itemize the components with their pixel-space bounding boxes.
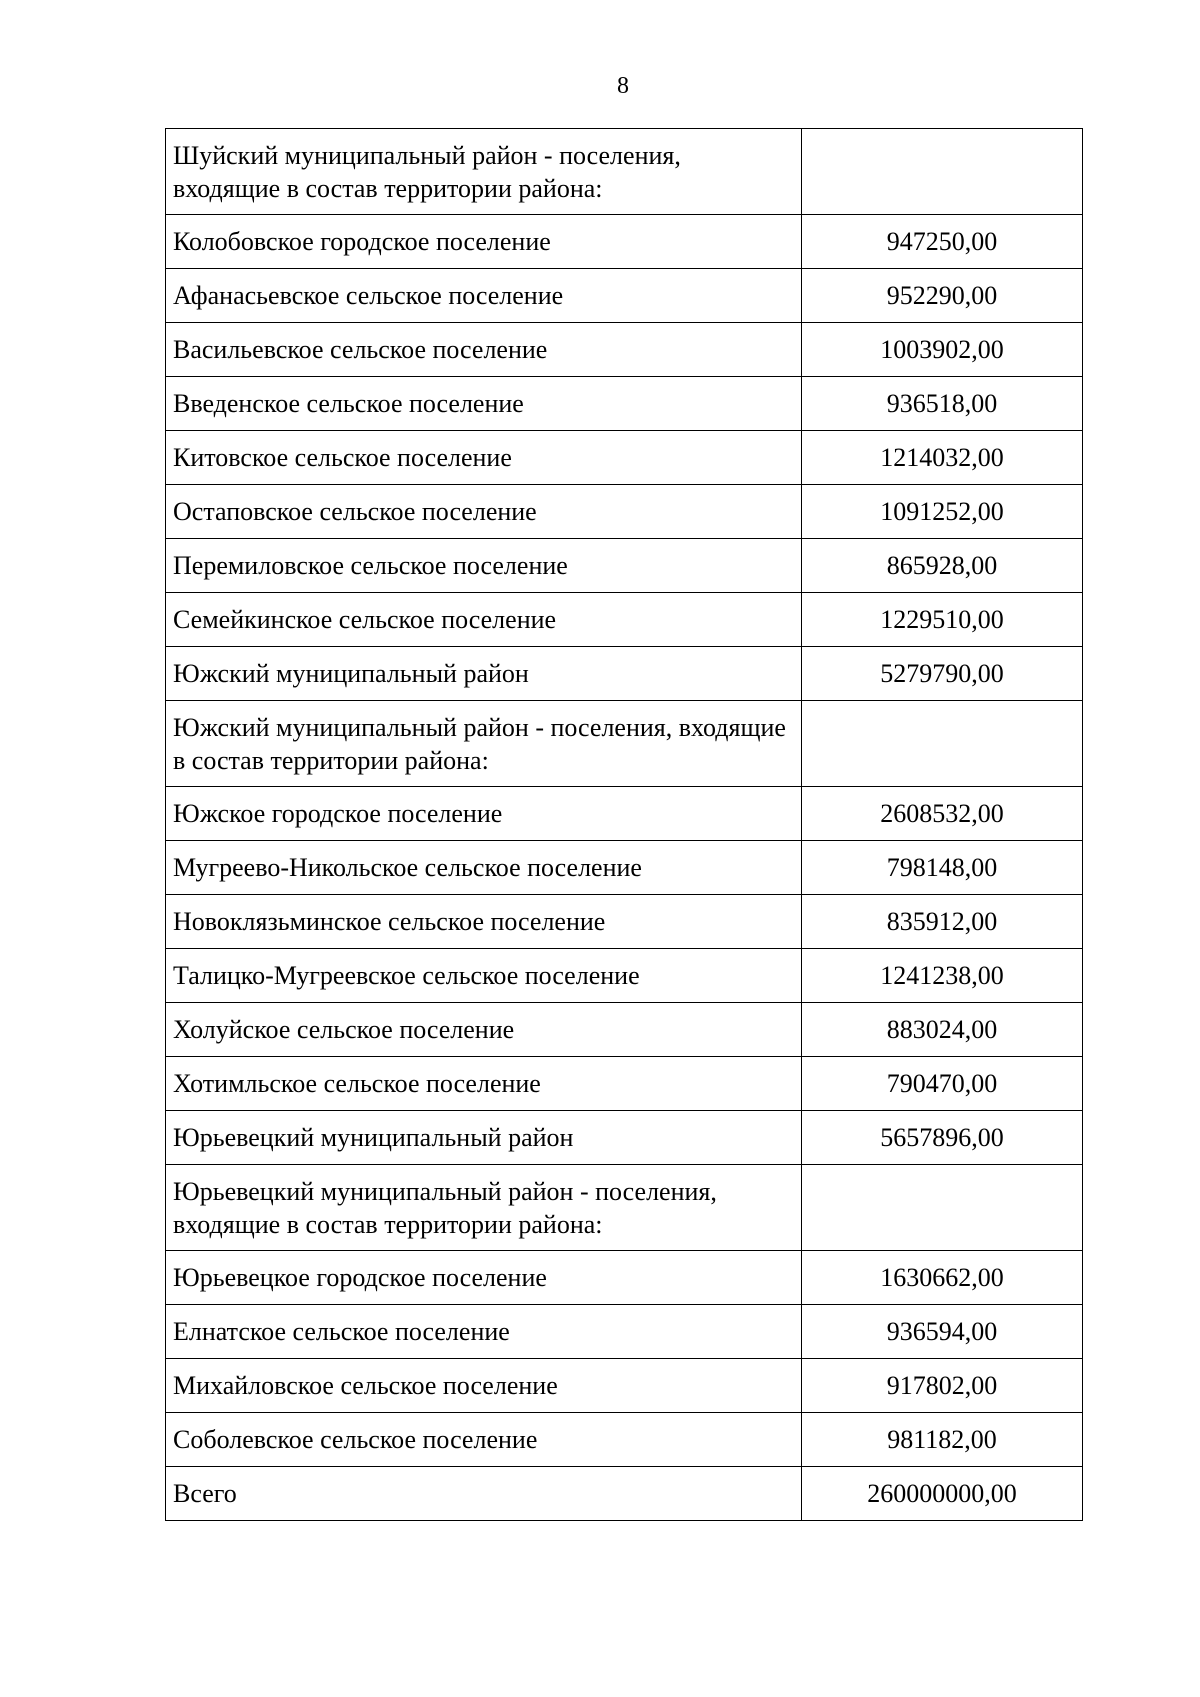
table-row [166,1359,1083,1413]
table-row [166,539,1083,593]
settlement-name: Юрьевецкое городское поселение [166,1251,802,1305]
settlement-name: Введенское сельское поселение [166,377,802,431]
table-row [166,1057,1083,1111]
table-row [166,215,1083,269]
amount-value [802,1165,1083,1251]
settlement-name: Китовское сельское поселение [166,431,802,485]
amount-value: 1214032,00 [802,431,1083,485]
settlement-name: Остаповское сельское поселение [166,485,802,539]
table-row [166,787,1083,841]
settlement-name: Хотимльское сельское поселение [166,1057,802,1111]
settlement-name: Перемиловское сельское поселение [166,539,802,593]
table-row [166,1413,1083,1467]
table-row [166,1251,1083,1305]
table-row [166,377,1083,431]
total-label: Всего [166,1467,802,1521]
amount-value: 947250,00 [802,215,1083,269]
amount-value: 790470,00 [802,1057,1083,1111]
total-row [166,1467,1083,1521]
settlement-name: Васильевское сельское поселение [166,323,802,377]
amount-value: 1241238,00 [802,949,1083,1003]
settlement-name: Афанасьевское сельское поселение [166,269,802,323]
amount-value: 1091252,00 [802,485,1083,539]
amount-value: 1003902,00 [802,323,1083,377]
amount-value: 936518,00 [802,377,1083,431]
amount-value [802,701,1083,787]
amount-value [802,129,1083,215]
settlement-name: Шуйский муниципальный район - поселения, входящие в состав территории района: [166,129,802,215]
table-row [166,895,1083,949]
table-row [166,129,1083,215]
settlement-name: Семейкинское сельское поселение [166,593,802,647]
settlement-name: Талицко-Мугреевское сельское поселение [166,949,802,1003]
table-row [166,1305,1083,1359]
page-number: 8 [617,73,629,99]
table-row [166,949,1083,1003]
amount-value: 865928,00 [802,539,1083,593]
district-subheader: Южский муниципальный район - поселения, входящие в состав территории района: [166,701,802,787]
amount-value: 917802,00 [802,1359,1083,1413]
amount-value: 952290,00 [802,269,1083,323]
district-name: Юрьевецкий муниципальный район [166,1111,802,1165]
table-row [166,841,1083,895]
table-row [166,1165,1083,1251]
table-row [166,647,1083,701]
amount-value: 835912,00 [802,895,1083,949]
amount-value: 5657896,00 [802,1111,1083,1165]
settlement-name: Южское городское поселение [166,787,802,841]
table-row [166,701,1083,787]
amount-value: 936594,00 [802,1305,1083,1359]
table-row [166,431,1083,485]
settlement-name: Соболевское сельское поселение [166,1413,802,1467]
district-subheader: Юрьевецкий муниципальный район - поселения, входящие в состав территории района: [166,1165,802,1251]
table-row [166,1111,1083,1165]
settlement-name: Колобовское городское поселение [166,215,802,269]
table-row [166,485,1083,539]
table-row [166,593,1083,647]
amount-value: 981182,00 [802,1413,1083,1467]
amount-value: 5279790,00 [802,647,1083,701]
settlement-name: Михайловское сельское поселение [166,1359,802,1413]
settlement-name: Новоклязьминское сельское поселение [166,895,802,949]
table-row [166,1003,1083,1057]
settlement-name: Холуйское сельское поселение [166,1003,802,1057]
settlement-name: Мугреево-Никольское сельское поселение [166,841,802,895]
amount-value: 1229510,00 [802,593,1083,647]
amount-value: 883024,00 [802,1003,1083,1057]
table-row [166,323,1083,377]
amount-value: 798148,00 [802,841,1083,895]
district-name: Южский муниципальный район [166,647,802,701]
amount-value: 2608532,00 [802,787,1083,841]
amount-value: 1630662,00 [802,1251,1083,1305]
table-row [166,269,1083,323]
allocation-table [165,128,1083,1521]
settlement-name: Елнатское сельское поселение [166,1305,802,1359]
total-value: 260000000,00 [802,1467,1083,1521]
